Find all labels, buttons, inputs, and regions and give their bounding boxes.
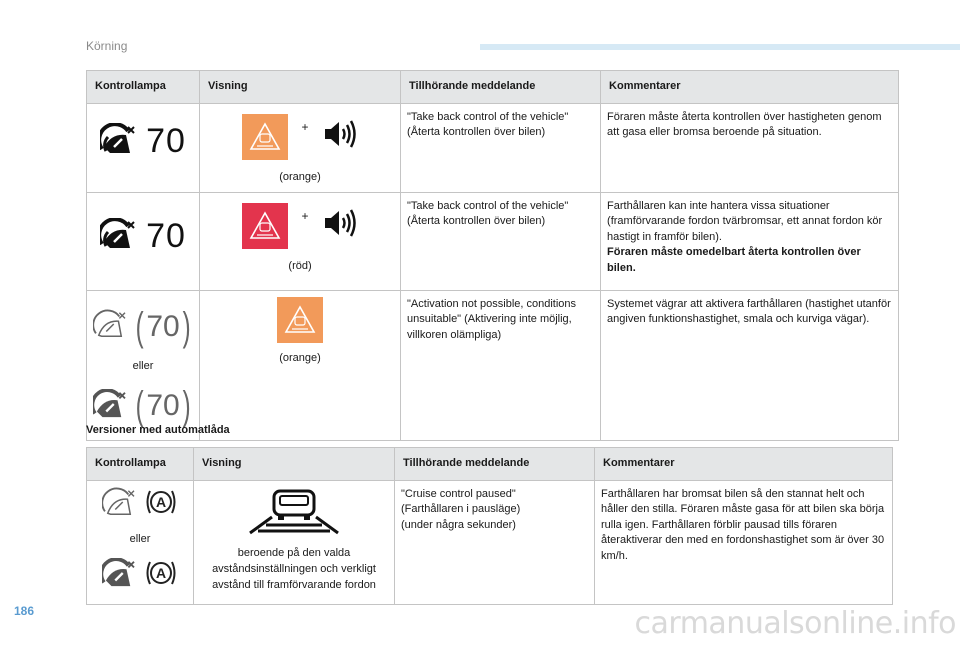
speaker-sound-icon	[323, 208, 359, 243]
speed-value: 70	[146, 310, 180, 343]
plus-sign: +	[301, 208, 309, 223]
visning-label: (orange)	[279, 352, 321, 364]
header-visning: Visning	[200, 71, 401, 104]
speedometer-icon	[100, 218, 136, 255]
message-cell: "Take back control of the vehicle" (Återta kontrollen över bilen)	[401, 104, 601, 193]
or-label: eller	[132, 360, 154, 372]
visning-caption: beroende på den valda avståndsinställningen och verkligt avstånd till framförvarande fordon	[212, 547, 376, 592]
header-kommentarer: Kommentarer	[601, 71, 899, 104]
table-row	[87, 193, 899, 291]
header-meddelande: Tillhörande meddelande	[401, 71, 601, 104]
message-cell: "Take back control of the vehicle" (Återta kontrollen över bilen)	[401, 193, 601, 291]
header-kommentarer: Kommentarer	[595, 448, 893, 481]
lamp-cell	[87, 481, 194, 605]
table-row	[87, 104, 899, 193]
indicator-table	[86, 70, 899, 441]
header-visning: Visning	[194, 448, 395, 481]
speed-value: 70	[146, 217, 186, 255]
collision-warning-icon	[242, 114, 288, 160]
comment-cell: Farthållaren har bromsat bilen så den stannat helt och håller den stilla. Föraren måste gasa för att bilen ska börja rulla igen. Farthållaren förblir pausad tills föraren återaktiverar den med en fordonshastighet som är över 30 km/h.	[595, 481, 893, 605]
lamp-cell	[87, 193, 200, 291]
auto-hold-icon	[144, 558, 178, 593]
section-accent-bar	[480, 44, 960, 50]
speed-value: 70	[146, 122, 186, 160]
message-cell: "Activation not possible, conditions unsuitable" (Aktivering inte möjlig, villkoren olämpliga)	[401, 291, 601, 441]
visning-cell	[200, 193, 401, 291]
message-line: "Cruise control paused"	[401, 488, 516, 500]
page-number: 186	[14, 604, 35, 618]
table-row	[87, 291, 899, 441]
lamp-cell: ( 70 ) eller ( 70 )	[87, 291, 200, 441]
header-kontrollampa: Kontrollampa	[87, 71, 200, 104]
comment-cell	[601, 193, 899, 291]
speedometer-icon	[100, 123, 136, 160]
visning-cell	[200, 291, 401, 441]
speedometer-outline-icon	[102, 487, 136, 522]
watermark: carmanualsonline.info	[634, 606, 956, 641]
visning-label: (orange)	[279, 171, 321, 183]
comment-cell: Föraren måste återta kontrollen över hastigheten genom att gasa eller bromsa beroende på situation.	[601, 104, 899, 193]
message-line: (under några sekunder)	[401, 518, 516, 531]
visning-label: (röd)	[288, 260, 312, 272]
header-kontrollampa: Kontrollampa	[87, 448, 194, 481]
automatic-table	[86, 447, 893, 605]
plus-sign: +	[301, 119, 309, 134]
speedometer-icon	[102, 558, 136, 593]
speedometer-outline-icon	[93, 309, 127, 344]
versions-title: Versioner med automatlåda	[86, 424, 230, 436]
auto-hold-letter: A	[155, 494, 167, 510]
car-distance-icon	[244, 528, 344, 540]
lamp-cell	[87, 104, 200, 193]
section-title: Körning	[86, 39, 128, 53]
message-cell	[395, 481, 595, 605]
comment-bold-text: Föraren måste omedelbart återta kontrollen över bilen.	[607, 246, 861, 274]
or-label: eller	[129, 533, 151, 546]
visning-cell	[194, 481, 395, 605]
table-row	[87, 481, 893, 605]
message-line: (Farthållaren i pausläge)	[401, 503, 521, 516]
visning-cell	[200, 104, 401, 193]
collision-warning-icon	[277, 297, 323, 343]
collision-warning-icon	[242, 203, 288, 249]
auto-hold-letter: A	[155, 564, 167, 581]
comment-text: Farthållaren kan inte hantera vissa situationer (framförvarande fordon tvärbromsar, ett annat fordon kör hastigt in framför bilen).	[607, 200, 883, 243]
comment-cell: Systemet vägrar att aktivera farthållaren (hastighet utanför angiven funktionshastighet, smala och kurviga vägar).	[601, 291, 899, 441]
auto-hold-icon	[144, 487, 178, 522]
header-meddelande: Tillhörande meddelande	[395, 448, 595, 481]
speedometer-icon	[93, 389, 127, 424]
speaker-sound-icon	[323, 119, 359, 154]
speed-value: 70	[146, 389, 180, 423]
